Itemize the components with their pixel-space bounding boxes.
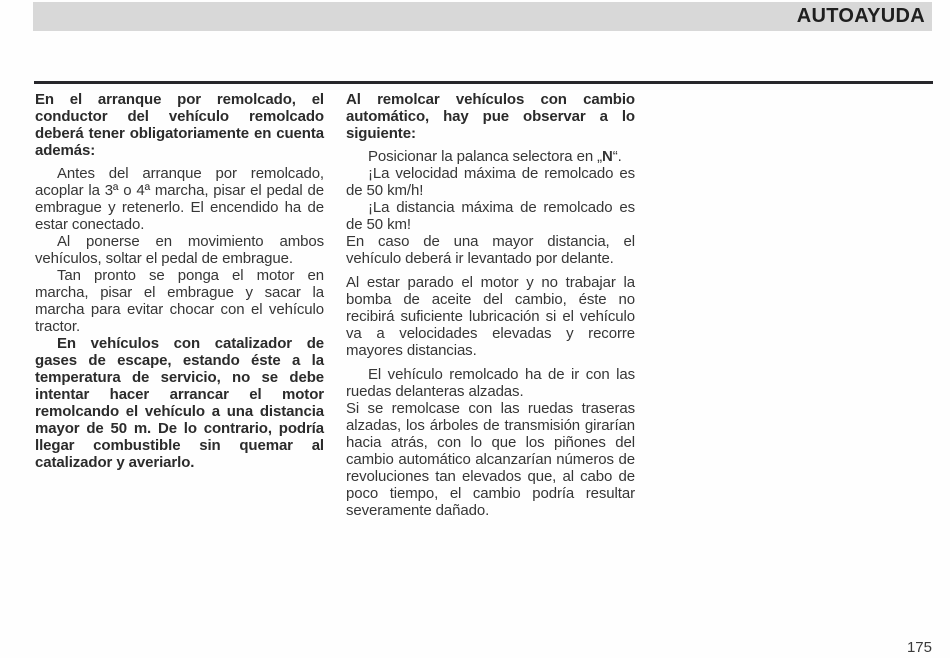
paragraph-text: “.: [612, 148, 622, 165]
paragraph: [346, 148, 635, 165]
paragraph: Tan pronto se ponga el motor en marcha, pisar el embrague y sacar la marcha para evitar chocar con el vehículo tractor.: [35, 267, 324, 335]
text-column-2: [346, 91, 635, 519]
header-bar: [33, 2, 932, 31]
warning-paragraph: En vehículos con catalizador de gases de escape, estando éste a la temperatura de servicio, no se debe intentar hacer arrancar el motor remolcando el vehículo a una distancia mayor de 50 m. De lo contrario, podría llegar combustible sin quemar al catalizador y averiarlo.: [35, 335, 324, 471]
page-number: 175: [906, 639, 932, 656]
paragraph: El vehículo remolcado ha de ir con las ruedas delanteras alzadas.: [346, 366, 635, 400]
paragraph: Si se remolcase con las ruedas traseras alzadas, los árboles de transmisión girarían hacia atrás, con lo que los piñones del cambio automático alcanzarían números de revoluciones tan elevados que, al cabo de poco tiempo, el cambio podría resultar severamente dañado.: [346, 400, 635, 519]
gear-position-letter: N: [602, 148, 613, 165]
paragraph: En caso de una mayor distancia, el vehículo deberá ir levantado por delante.: [346, 233, 635, 267]
column1-heading: En el arranque por remolcado, el conductor del vehículo remolcado deberá tener obligatoriamente en cuenta además:: [35, 91, 324, 159]
paragraph: ¡La distancia máxima de remolcado es de 50 km!: [346, 199, 635, 233]
text-columns: [35, 91, 635, 519]
paragraph: Al estar parado el motor y no trabajar la bomba de aceite del cambio, éste no recibirá suficiente lubricación si el vehículo va a velocidades elevadas y recorre mayores distancias.: [346, 274, 635, 359]
page-header-title: AUTOAYUDA: [796, 5, 925, 27]
paragraph-text: Posicionar la palanca selectora en „: [368, 148, 603, 165]
column2-heading: Al remolcar vehículos con cambio automático, hay pue observar a lo siguiente:: [346, 91, 635, 142]
paragraph: ¡La velocidad máxima de remolcado es de 50 km/h!: [346, 165, 635, 199]
text-column-1: [35, 91, 324, 519]
header-rule: [34, 81, 933, 84]
paragraph: Al ponerse en movimiento ambos vehículos, soltar el pedal de embrague.: [35, 233, 324, 267]
paragraph: Antes del arranque por remolcado, acoplar la 3ª o 4ª marcha, pisar el pedal de embrague y retenerlo. El encendido ha de estar conectado.: [35, 165, 324, 233]
